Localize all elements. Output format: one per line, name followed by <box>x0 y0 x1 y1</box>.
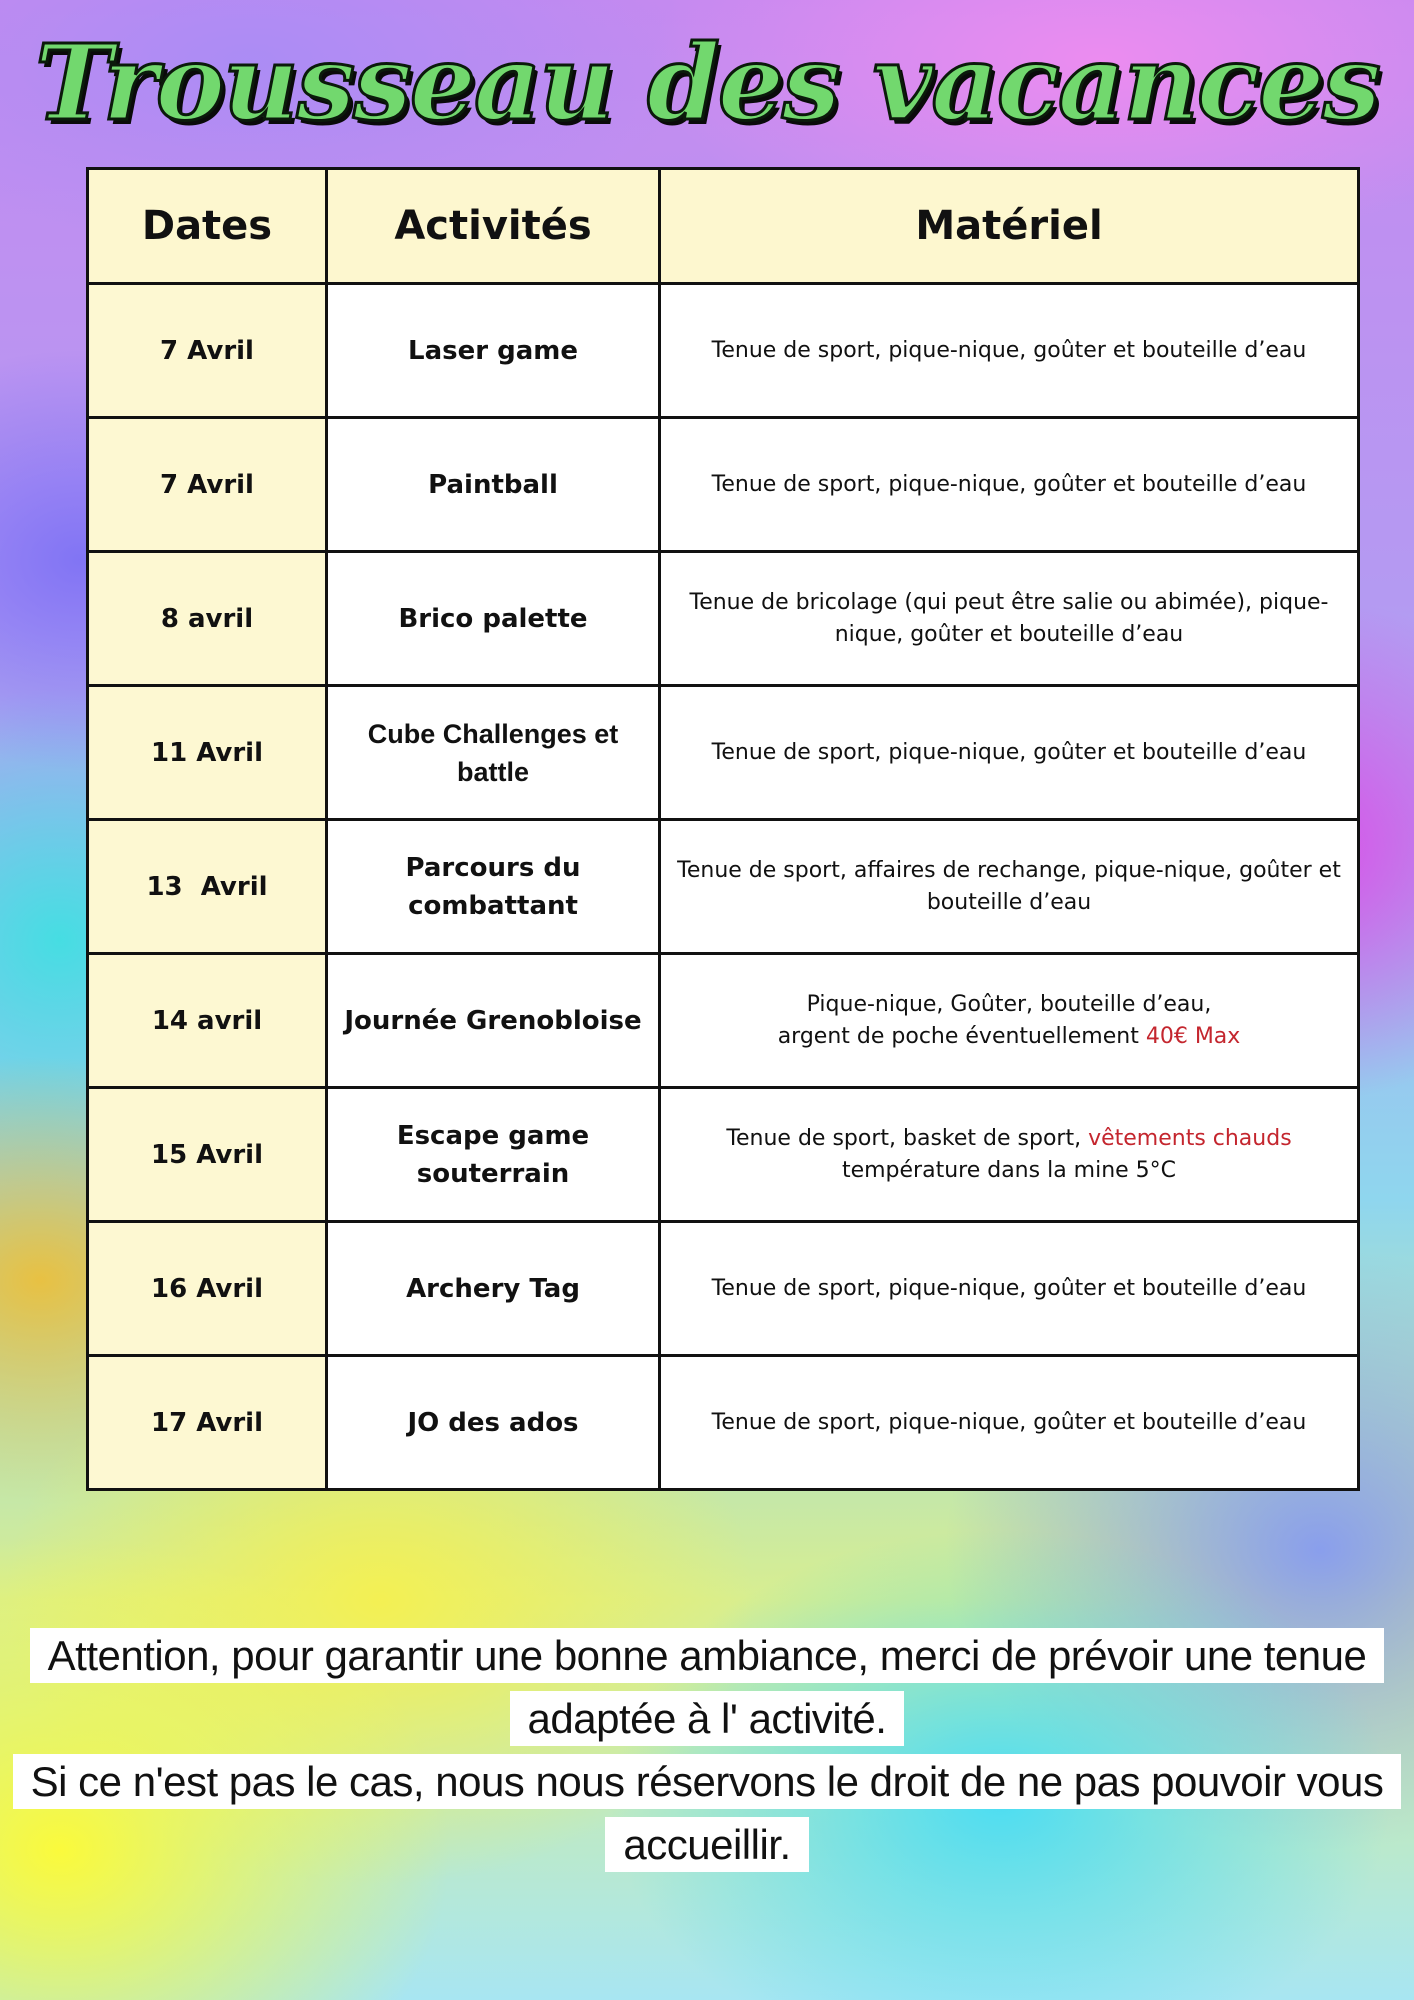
table-row <box>88 284 1359 418</box>
material-text: argent de poche éventuellement <box>777 1023 1146 1049</box>
notice-block <box>0 1624 1414 1876</box>
date-cell: 15 Avril <box>88 1088 327 1222</box>
table-row <box>88 686 1359 820</box>
material-cell: Tenue de sport, pique-nique, goûter et bouteille d’eau <box>660 284 1359 418</box>
warm-clothes-highlight: vêtements chauds <box>1088 1125 1292 1151</box>
date-cell: 16 Avril <box>88 1222 327 1356</box>
schedule-table <box>86 167 1360 1491</box>
date-cell: 8 avril <box>88 552 327 686</box>
activity-cell: Brico palette <box>327 552 660 686</box>
table-row <box>88 1088 1359 1222</box>
material-cell <box>660 1088 1359 1222</box>
date-cell: 7 Avril <box>88 418 327 552</box>
material-cell: Tenue de sport, pique-nique, goûter et bouteille d’eau <box>660 1222 1359 1356</box>
material-cell <box>660 954 1359 1088</box>
notice-line-refusal: Si ce n'est pas le cas, nous nous réservons le droit de ne pas pouvoir vous accueillir. <box>13 1754 1402 1872</box>
table-row <box>88 820 1359 954</box>
activity-cell: Archery Tag <box>327 1222 660 1356</box>
notice-line-dress-code: Attention, pour garantir une bonne ambiance, merci de prévoir une tenue adaptée à l' activité. <box>30 1628 1385 1746</box>
date-cell: 17 Avril <box>88 1356 327 1490</box>
material-cell: Tenue de sport, affaires de rechange, pique-nique, goûter et bouteille d’eau <box>660 820 1359 954</box>
activity-cell: Parcours du combattant <box>327 820 660 954</box>
activity-cell: Journée Grenobloise <box>327 954 660 1088</box>
table-row <box>88 954 1359 1088</box>
material-cell: Tenue de bricolage (qui peut être salie ou abimée), pique-nique, goûter et bouteille d’eau <box>660 552 1359 686</box>
date-cell: 7 Avril <box>88 284 327 418</box>
table-row <box>88 552 1359 686</box>
material-text: température dans la mine 5°C <box>841 1157 1177 1183</box>
activity-cell: JO des ados <box>327 1356 660 1490</box>
header-materials: Matériel <box>660 169 1359 284</box>
date-cell: 14 avril <box>88 954 327 1088</box>
budget-highlight: 40€ Max <box>1145 1023 1241 1049</box>
material-cell: Tenue de sport, pique-nique, goûter et bouteille d’eau <box>660 1356 1359 1490</box>
material-cell: Tenue de sport, pique-nique, goûter et bouteille d’eau <box>660 418 1359 552</box>
page-title: Trousseau des vacances <box>35 21 1379 144</box>
date-cell: 11 Avril <box>88 686 327 820</box>
table-header-row <box>88 169 1359 284</box>
header-activities: Activités <box>327 169 660 284</box>
activity-cell: Escape game souterrain <box>327 1088 660 1222</box>
material-cell: Tenue de sport, pique-nique, goûter et bouteille d’eau <box>660 686 1359 820</box>
activity-cell: Cube Challenges et battle <box>327 686 660 820</box>
table-row <box>88 1222 1359 1356</box>
activity-cell: Paintball <box>327 418 660 552</box>
date-cell: 13 Avril <box>88 820 327 954</box>
header-dates: Dates <box>88 169 327 284</box>
table-row <box>88 418 1359 552</box>
table-row <box>88 1356 1359 1490</box>
activity-cell: Laser game <box>327 284 660 418</box>
material-text: Pique-nique, Goûter, bouteille d’eau, <box>806 991 1212 1017</box>
material-text: Tenue de sport, basket de sport, <box>726 1125 1089 1151</box>
